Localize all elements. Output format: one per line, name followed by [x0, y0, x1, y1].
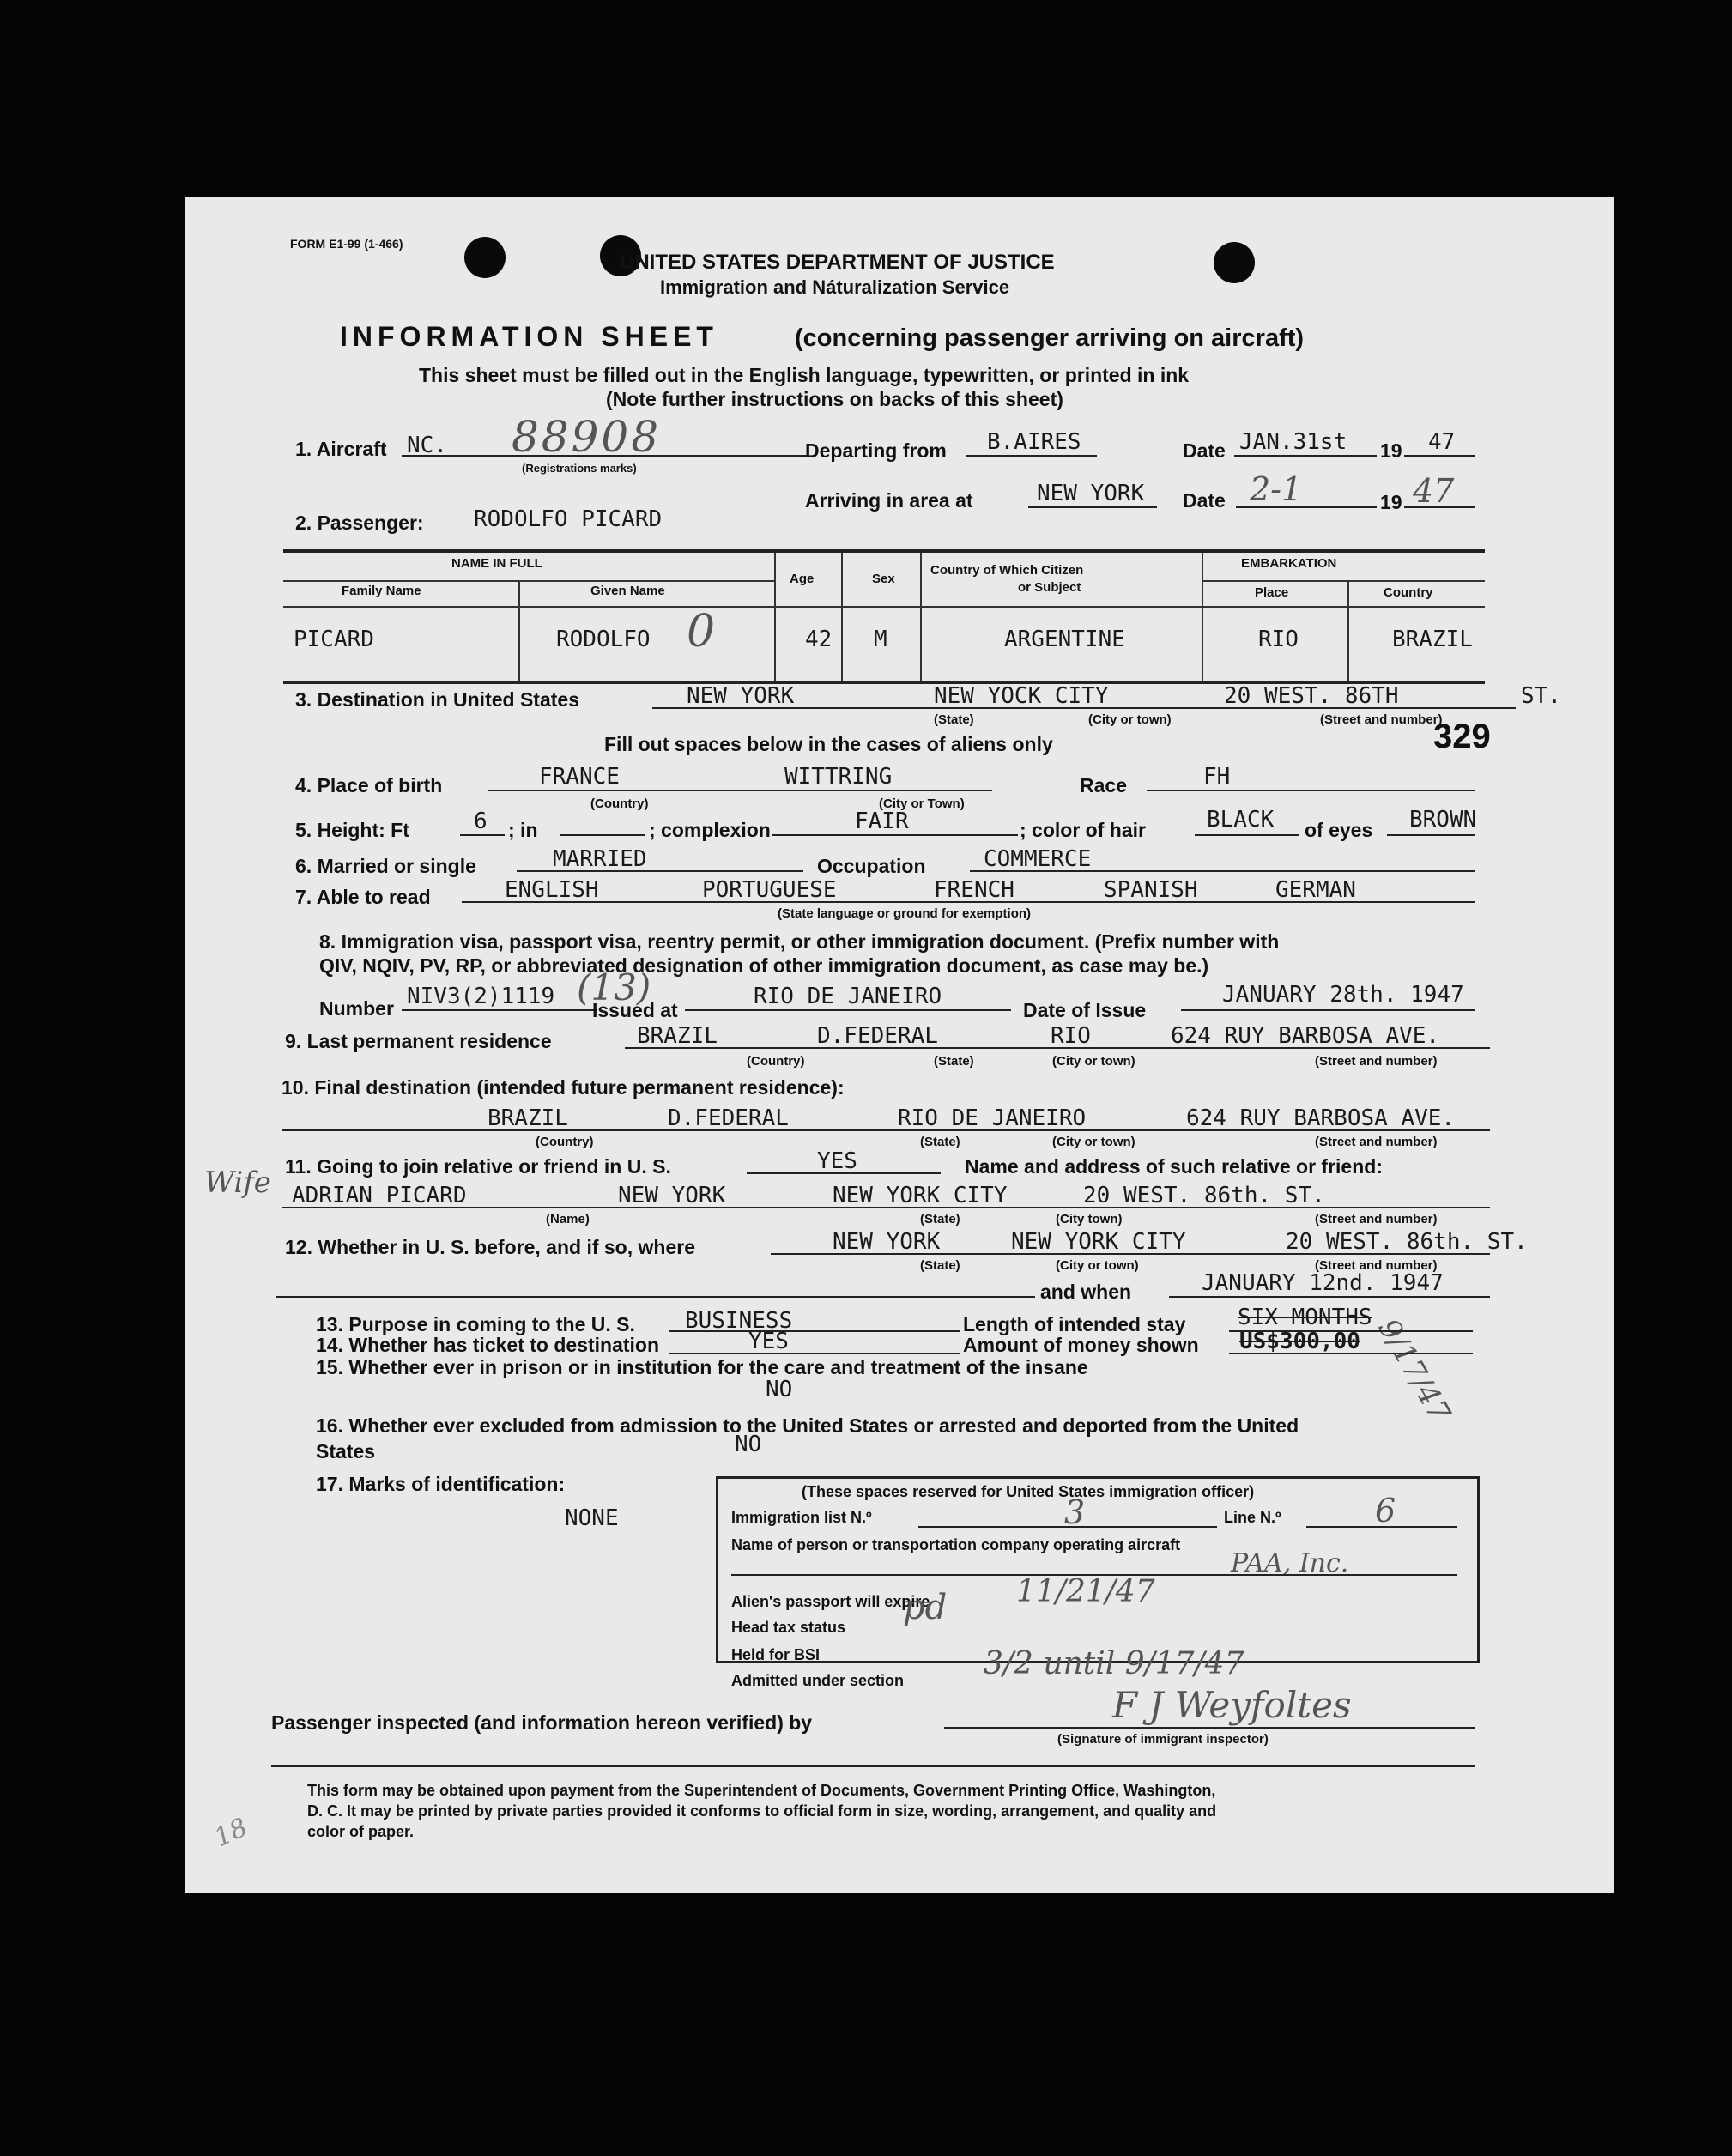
birth-country-caption: (Country) [590, 796, 649, 811]
money-value: US$300,00 [1239, 1329, 1360, 1354]
embark-country-value: BRAZIL [1392, 627, 1473, 652]
departing-date-value: JAN.31st [1239, 429, 1347, 455]
departing-value: B.AIRES [987, 429, 1081, 455]
signature-caption: (Signature of immigrant inspector) [1057, 1732, 1269, 1747]
previous-visit-state: NEW YORK [833, 1229, 941, 1255]
excluded-value: NO [735, 1432, 762, 1457]
aliens-note: Fill out spaces below in the cases of aliens only [604, 733, 1053, 755]
birth-town-caption: (City or Town) [879, 796, 965, 811]
marital-value: MARRIED [553, 846, 647, 872]
join-relative-label: 11. Going to join relative or friend in U. S. [285, 1155, 671, 1178]
eyes-label: of eyes [1305, 819, 1373, 841]
final-destination-street-caption: (Street and number) [1315, 1135, 1438, 1149]
bsi-label: Held for BSI [731, 1646, 821, 1663]
last-residence-state-caption: (State) [934, 1054, 974, 1069]
head-tax-label: Head tax status [731, 1619, 846, 1636]
line-number-value: 6 [1375, 1492, 1396, 1529]
age-header: Age [790, 572, 815, 586]
previous-visit-city: NEW YORK CITY [1011, 1229, 1186, 1255]
aircraft-number: 88908 [512, 412, 662, 462]
height-in-label: ; in [508, 819, 538, 841]
final-destination-label: 10. Final destination (intended future permanent residence): [282, 1076, 845, 1099]
stamp-number: 329 [1433, 718, 1491, 755]
destination-st: ST. [1521, 683, 1561, 709]
last-residence-street-caption: (Street and number) [1315, 1054, 1438, 1069]
punch-hole-left [464, 237, 506, 278]
given-name-header: Given Name [590, 584, 665, 598]
previous-visit-state-caption: (State) [920, 1258, 960, 1273]
visa-number-value: NIV3(2)1119 [407, 984, 555, 1009]
arriving-date-value: 2-1 [1250, 470, 1303, 508]
immigration-list-value: 3 [1064, 1493, 1086, 1531]
marital-label: 6. Married or single [295, 855, 476, 877]
company-value: PAA, Inc. [1231, 1548, 1349, 1578]
citizen-header-2: or Subject [1018, 580, 1081, 595]
final-destination-state: D.FEDERAL [668, 1105, 789, 1131]
identification-label: 17. Marks of identification: [316, 1473, 566, 1495]
passenger-label: 2. Passenger: [295, 512, 424, 534]
destination-street-caption: (Street and number) [1320, 712, 1443, 727]
complexion-value: FAIR [855, 808, 909, 834]
document-subtitle: (concerning passenger arriving on aircraft) [795, 324, 1305, 352]
sex-header: Sex [872, 572, 895, 586]
language-5: GERMAN [1275, 877, 1356, 903]
final-destination-country-caption: (Country) [536, 1135, 594, 1149]
ticket-value: YES [748, 1329, 789, 1354]
prison-label: 15. Whether ever in prison or in institution for the care and treatment of the insane [316, 1356, 1088, 1378]
departing-year-value: 47 [1428, 429, 1456, 455]
document-title: INFORMATION SHEET [340, 321, 718, 352]
place-header: Place [1255, 585, 1289, 600]
relative-state-caption: (State) [920, 1212, 960, 1226]
identification-value: NONE [565, 1505, 619, 1531]
height-ft: 6 [474, 808, 488, 834]
given-name-value: RODOLFO [556, 627, 651, 652]
given-name-mark: 0 [687, 606, 716, 657]
final-destination-street: 624 RUY BARBOSA AVE. [1186, 1105, 1456, 1131]
destination-label: 3. Destination in United States [295, 688, 579, 711]
issued-label: Issued at [592, 999, 678, 1021]
departing-label: Departing from [805, 439, 947, 462]
relative-state: NEW YORK [618, 1183, 726, 1208]
excluded-line-1: 16. Whether ever excluded from admission to the United States or arrested and deported from the United [316, 1414, 1299, 1437]
section-label: Admitted under section [731, 1672, 905, 1689]
department-title: UNITED STATES DEPARTMENT OF JUSTICE [620, 251, 1055, 274]
previous-visit-label: 12. Whether in U. S. before, and if so, where [285, 1236, 695, 1258]
footer-line-3: color of paper. [307, 1823, 415, 1840]
final-destination-state-caption: (State) [920, 1135, 960, 1149]
final-destination-city-caption: (City or town) [1052, 1135, 1135, 1149]
citizen-header-1: Country of Which Citizen [930, 563, 1084, 578]
family-name-header: Family Name [342, 584, 421, 598]
occupation-value: COMMERCE [984, 846, 1092, 872]
last-residence-country: BRAZIL [637, 1023, 718, 1049]
issue-date-value: JANUARY 28th. 1947 [1222, 982, 1464, 1008]
hair-label: ; color of hair [1020, 819, 1146, 841]
form-number: FORM E1-99 (1-466) [290, 237, 403, 251]
prison-value: NO [766, 1377, 793, 1402]
head-tax-value: pd [903, 1588, 948, 1627]
departing-date-label: Date [1183, 439, 1226, 462]
immigration-list-label: Immigration list N.º [731, 1509, 872, 1526]
hair-value: BLACK [1207, 807, 1275, 833]
join-relative-value: YES [817, 1148, 857, 1174]
purpose-label: 13. Purpose in coming to the U. S. [316, 1313, 635, 1335]
inspector-signature: F J Weyfoltes [1112, 1684, 1352, 1726]
aircraft-label: 1. Aircraft [295, 438, 387, 460]
final-destination-city: RIO DE JANEIRO [898, 1105, 1087, 1131]
registration-caption: (Registrations marks) [522, 462, 637, 475]
inspected-label: Passenger inspected (and information hereon verified) by [271, 1711, 813, 1734]
footer-line-1: This form may be obtained upon payment from the Superintendent of Documents, Government Printing Office, Washington, [307, 1782, 1216, 1799]
section-value: 3/2 until 9/17/47 [984, 1646, 1244, 1681]
document-page [185, 197, 1614, 1893]
eyes-value: BROWN [1409, 807, 1477, 833]
destination-state-caption: (State) [934, 712, 974, 727]
ticket-label: 14. Whether has ticket to destination [316, 1334, 660, 1356]
destination-city-caption: (City or town) [1088, 712, 1172, 727]
race-value: FH [1203, 764, 1231, 790]
departing-year-prefix: 19 [1380, 439, 1402, 462]
language-3: FRENCH [934, 877, 1014, 903]
read-caption: (State language or ground for exemption) [778, 906, 1032, 921]
family-name-value: PICARD [294, 627, 374, 652]
margin-mark: 18 [209, 1812, 252, 1854]
relative-name: ADRIAN PICARD [292, 1183, 467, 1208]
visa-number-label: Number [319, 997, 394, 1020]
birth-country: FRANCE [539, 764, 620, 790]
name-in-full-header: NAME IN FULL [451, 556, 542, 571]
birth-town: WITTRING [784, 764, 893, 790]
stay-value: SIX MONTHS [1238, 1305, 1372, 1330]
aircraft-prefix: NC. [407, 433, 447, 458]
arriving-year-prefix: 19 [1380, 491, 1402, 513]
arriving-value: NEW YORK [1037, 481, 1145, 506]
citizen-value: ARGENTINE [1004, 627, 1125, 652]
purpose-value: BUSINESS [685, 1308, 793, 1334]
company-label: Name of person or transportation company operating aircraft [731, 1536, 1181, 1553]
occupation-label: Occupation [817, 855, 926, 877]
relative-margin-note: Wife [204, 1166, 271, 1200]
relative-name-label: Name and address of such relative or friend: [965, 1155, 1383, 1178]
embarkation-header: EMBARKATION [1241, 556, 1337, 571]
instruction-line-2: (Note further instructions on backs of this sheet) [606, 388, 1063, 410]
relative-city: NEW YORK CITY [833, 1183, 1008, 1208]
passport-value: 11/21/47 [1016, 1574, 1155, 1609]
previous-visit-street: 20 WEST. 86th. ST. [1286, 1229, 1528, 1255]
language-1: ENGLISH [505, 877, 599, 903]
relative-name-caption: (Name) [546, 1212, 590, 1226]
stay-label: Length of intended stay [963, 1313, 1186, 1335]
punch-hole-right [1214, 242, 1255, 283]
complexion-label: ; complexion [649, 819, 771, 841]
service-title: Immigration and Náturalization Service [660, 276, 1010, 298]
destination-city: NEW YOCK CITY [934, 683, 1109, 709]
last-residence-street: 624 RUY BARBOSA AVE. [1171, 1023, 1440, 1049]
last-residence-state: D.FEDERAL [817, 1023, 938, 1049]
birthplace-label: 4. Place of birth [295, 774, 443, 796]
footer-line-2: D. C. It may be printed by private parties provided it conforms to official form in size, wording, arrangement, and quality and [307, 1802, 1217, 1820]
excluded-line-2: States [316, 1440, 376, 1463]
last-residence-label: 9. Last permanent residence [285, 1030, 552, 1052]
arriving-label: Arriving in area at [805, 489, 973, 512]
sex-value: M [874, 627, 887, 652]
arriving-year-value: 47 [1413, 472, 1455, 510]
stay-note: 9/17/47 [1371, 1313, 1457, 1428]
previous-visit-street-caption: (Street and number) [1315, 1258, 1438, 1273]
relative-street-caption: (Street and number) [1315, 1212, 1438, 1226]
visa-line-1: 8. Immigration visa, passport visa, reentry permit, or other immigration document. (Prefix number with [319, 930, 1280, 953]
embark-country-header: Country [1384, 585, 1433, 600]
relative-city-caption: (City town) [1056, 1212, 1123, 1226]
passport-label: Alien's passport will expire [731, 1593, 930, 1610]
language-4: SPANISH [1104, 877, 1198, 903]
last-residence-country-caption: (Country) [747, 1054, 805, 1069]
height-label: 5. Height: Ft [295, 819, 409, 841]
embark-place-value: RIO [1258, 627, 1299, 652]
final-destination-country: BRAZIL [488, 1105, 568, 1131]
issued-value: RIO DE JANEIRO [754, 984, 942, 1009]
last-residence-city-caption: (City or town) [1052, 1054, 1135, 1069]
previous-visit-when-label: and when [1040, 1281, 1132, 1303]
language-2: PORTUGUESE [702, 877, 837, 903]
last-residence-city: RIO [1051, 1023, 1091, 1049]
previous-visit-when: JANUARY 12nd. 1947 [1202, 1270, 1444, 1296]
relative-street: 20 WEST. 86th. ST. [1083, 1183, 1325, 1208]
passenger-value: RODOLFO PICARD [474, 506, 663, 532]
visa-line-2: QIV, NQIV, PV, RP, or abbreviated designation of other immigration document, as case may be.) [319, 954, 1209, 977]
money-label: Amount of money shown [963, 1334, 1199, 1356]
race-label: Race [1080, 774, 1127, 796]
visa-number-mark: (13) [577, 966, 651, 1008]
instruction-line-1: This sheet must be filled out in the English language, typewritten, or printed in ink [419, 364, 1190, 386]
line-number-label: Line N.º [1224, 1509, 1281, 1526]
destination-state: NEW YORK [687, 683, 795, 709]
age-value: 42 [805, 627, 833, 652]
destination-street: 20 WEST. 86TH [1224, 683, 1399, 709]
arriving-date-label: Date [1183, 489, 1226, 512]
previous-visit-city-caption: (City or town) [1056, 1258, 1139, 1273]
officer-box-title: (These spaces reserved for United States immigration officer) [802, 1483, 1255, 1500]
read-label: 7. Able to read [295, 886, 431, 908]
issue-date-label: Date of Issue [1023, 999, 1147, 1021]
